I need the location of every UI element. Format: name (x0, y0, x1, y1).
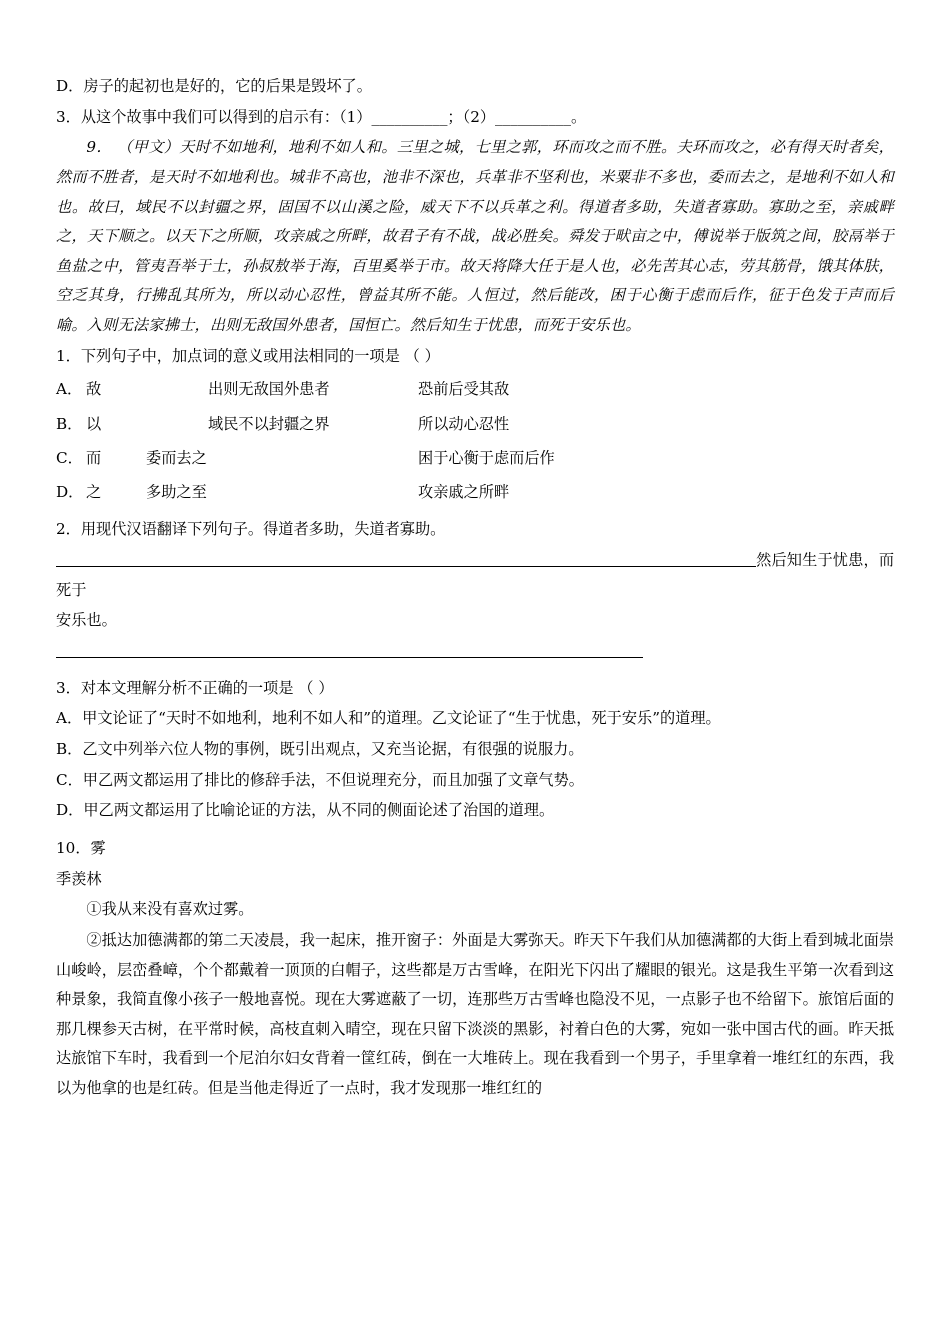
question-3-stem: 3．从这个故事中我们可以得到的启示有：（1）__________；（2）__________。 (56, 107, 587, 126)
sub-question-3-option-a: A．甲文论证了“天时不如地利，地利不如人和”的道理。乙文论证了“生于忧患，死于安乐”的道理。 (56, 709, 721, 728)
sub-question-2-tail: 然后知生于忧患，而死于 (56, 550, 894, 599)
item-10-author: 季羡林 (56, 869, 102, 888)
sub-question-2-stem: 2．用现代汉语翻译下列句子。得道者多助，失道者寡助。 (56, 520, 446, 539)
question-2-option-d: D．房子的起初也是好的，它的后果是毁坏了。 (56, 77, 372, 95)
option-a-right: 恐前后受其敌 (418, 380, 510, 399)
option-a-label: A． (56, 380, 83, 399)
answer-blank-rule[interactable] (56, 551, 756, 567)
item-10-paragraph-1: ①我从来没有喜欢过雾。 (86, 900, 254, 919)
sub-question-2-answer-line (56, 546, 894, 605)
sub-question-3-option-c: C．甲乙两文都运用了排比的修辞手法，不但说理充分，而且加强了文章气势。 (56, 770, 584, 789)
sub-question-3-stem: 3．对本文理解分析不正确的一项是 （ ） (56, 678, 334, 697)
option-b-key: 以 (86, 414, 102, 433)
item-10-title: 10．雾 (56, 838, 106, 857)
option-d-label: D． (56, 483, 84, 502)
sub1-option-b (56, 407, 894, 441)
item-10-paragraph-2: ②抵达加德满都的第二天凌晨，我一起床，推开窗子：外面是大雾弥天。昨天下午我们从加德满都的大街上看到城北面崇山峻岭，层峦叠嶂，个个都戴着一顶顶的白帽子，这些都是万古雪峰，在阳光下闪出了耀眼的银光。这是我生平第一次看到这种景象，我简直像小孩子一般地喜悦。现在大雾遮蔽了一切，连那些万古雪峰也隐没不见，一点影子也不给留下。旅馆后面的那几棵参天古树，在平常时候，高枝直刺入晴空，现在只留下淡淡的黑影，衬着白色的大雾，宛如一张中国古代的画。昨天抵达旅馆下车时，我看到一个尼泊尔妇女背着一筐红砖，倒在一大堆砖上。现在我看到一个男子，手里拿着一堆红红的东西，我以为他拿的也是红砖。但是当他走得近了一点时，我才发现那一堆红红的 (56, 930, 894, 1098)
option-b-label: B． (56, 414, 83, 433)
sub-question-3-option-b: B．乙文中列举六位人物的事例，既引出观点，又充当论据，有很强的说服力。 (56, 740, 584, 759)
passage-9-text: 9． （甲文）天时不如地利，地利不如人和。三里之城，七里之郭，环而攻之而不胜。夫环而攻之，必有得天时者矣，然而不胜者，是天时不如地利也。城非不高也，池非不深也，兵革非不坚利也，米粟非不多也，委而去之，是地利不如人和也。故曰，域民不以封疆之界，固国不以山溪之险，威天下不以兵革之利。得道者多助，失道者寡助。寡助之至，亲戚畔之，天下顺之。以天下之所顺，攻亲戚之所畔，故君子有不战，战必胜矣。舜发于畎亩之中，傅说举于版筑之间，胶鬲举于鱼盐之中，管夷吾举于士，孙叔敖举于海，百里奚举于市。故天将降大任于是人也，必先苦其心志，劳其筋骨，饿其体肤，空乏其身，行拂乱其所为，所以动心忍性，曾益其所不能。人恒过，然后能改，困于心衡于虑而后作，征于色发于声而后喻。入则无法家拂士，出则无敌国外患者，国恒亡。然后知生于忧患，而死于安乐也。 (56, 138, 894, 335)
option-c-right: 困于心衡于虑而后作 (418, 448, 555, 467)
option-d-right: 攻亲戚之所畔 (418, 483, 510, 502)
option-d-key: 之 (86, 483, 102, 502)
option-a-left: 出则无敌国外患者 (208, 380, 330, 399)
sub1-option-a (56, 372, 894, 406)
sub-question-1-stem: 1．下列句子中，加点词的意义或用法相同的一项是 （ ） (56, 346, 440, 365)
sub-question-3-option-d: D．甲乙两文都运用了比喻论证的方法，从不同的侧面论述了治国的道理。 (56, 801, 555, 820)
option-a-key: 敌 (86, 380, 102, 399)
answer-blank-rule-2[interactable] (56, 657, 643, 658)
option-b-right: 所以动心忍性 (418, 414, 510, 433)
option-b-left: 域民不以封疆之界 (208, 414, 330, 433)
option-c-key: 而 (86, 448, 102, 467)
option-d-left: 多助之至 (146, 483, 207, 502)
option-c-left: 委而去之 (146, 448, 207, 467)
sub1-option-c (56, 441, 894, 475)
option-c-label: C． (56, 448, 83, 467)
sub-question-2-tail2: 安乐也。 (56, 611, 117, 630)
sub1-option-d (56, 475, 894, 509)
document-body (56, 72, 894, 1104)
